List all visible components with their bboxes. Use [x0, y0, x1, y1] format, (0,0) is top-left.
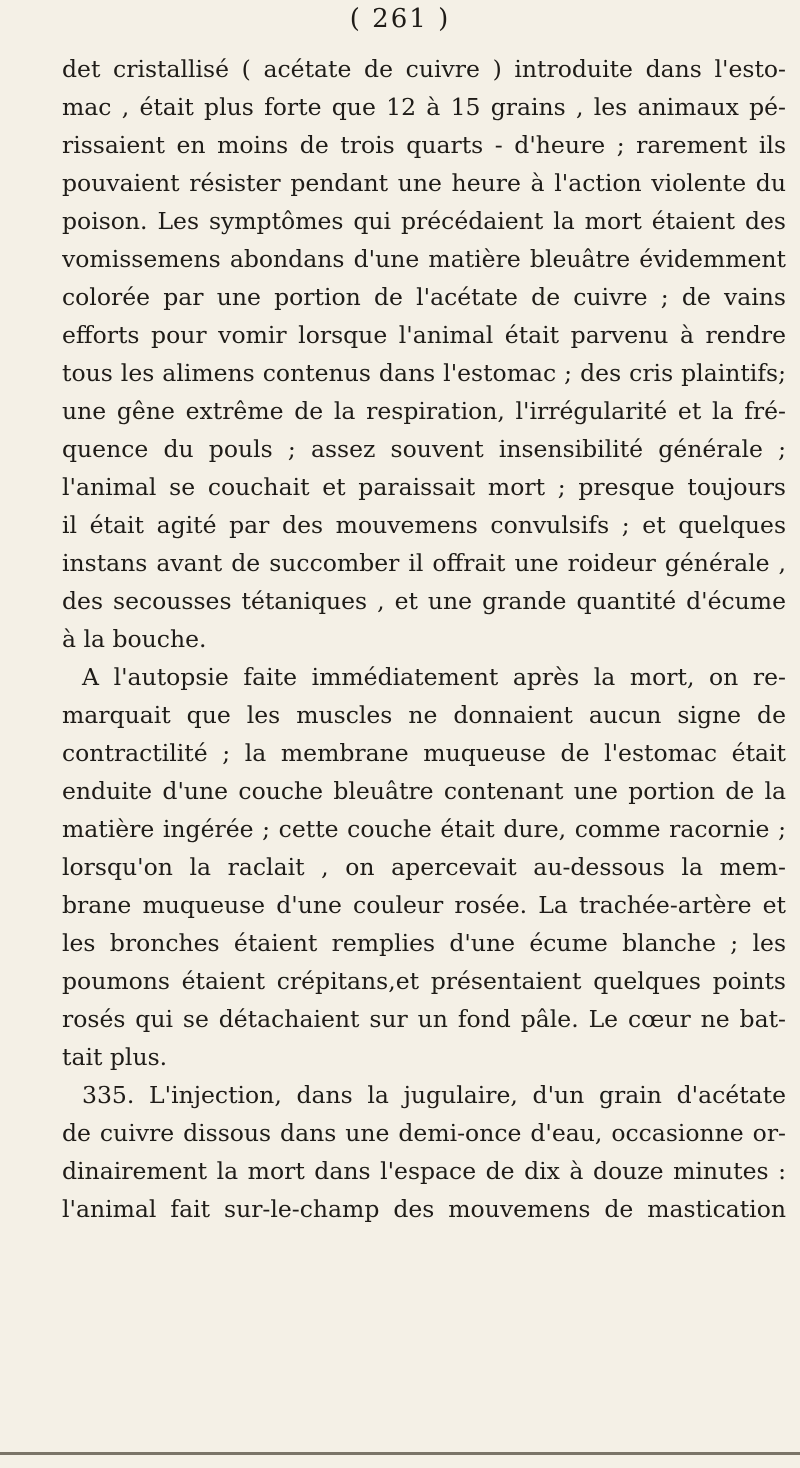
text-line: à la bouche.: [62, 625, 207, 653]
text-line: dinairement la mort dans l'espace de dix à douze minutes :: [62, 1157, 786, 1185]
text-line: colorée par une portion de l'acétate de cuivre ; de vains: [62, 283, 786, 311]
text-line: les bronches étaient remplies d'une écume blanche ; les: [62, 929, 786, 957]
text-line: l'animal se couchait et paraissait mort ; presque toujours: [62, 473, 786, 501]
text-line: marquait que les muscles ne donnaient aucun signe de: [62, 701, 786, 729]
text-line: poumons étaient crépitans,et présentaient quelques points: [62, 967, 786, 995]
text-line: A l'autopsie faite immédiatement après la mort, on re-: [82, 663, 786, 691]
text-line: il était agité par des mouvemens convulsifs ; et quelques: [62, 511, 786, 539]
text-line: rissaient en moins de trois quarts - d'heure ; rarement ils: [62, 131, 786, 159]
text-line: rosés qui se détachaient sur un fond pâle. Le cœur ne bat-: [62, 1005, 786, 1033]
text-line: poison. Les symptômes qui précédaient la mort étaient des: [62, 207, 786, 235]
text-line: matière ingérée ; cette couche était dure, comme racornie ;: [62, 815, 786, 843]
text-line: quence du pouls ; assez souvent insensibilité générale ;: [62, 435, 786, 463]
text-line: efforts pour vomir lorsque l'animal était parvenu à rendre: [62, 321, 786, 349]
text-line: contractilité ; la membrane muqueuse de l'estomac était: [62, 739, 786, 767]
paragraph: [62, 1076, 786, 1228]
text-line: tait plus.: [62, 1043, 168, 1071]
text-line: enduite d'une couche bleuâtre contenant une portion de la: [62, 777, 786, 805]
text-line: brane muqueuse d'une couleur rosée. La trachée-artère et: [62, 891, 786, 919]
paragraph: [62, 658, 786, 1076]
text-line: vomissemens abondans d'une matière bleuâtre évidemment: [62, 245, 786, 273]
text-line: une gêne extrême de la respiration, l'irrégularité et la fré-: [62, 397, 786, 425]
text-line: l'animal fait sur-le-champ des mouvemens de mastication: [62, 1195, 786, 1223]
page-number: ( 261 ): [349, 4, 451, 34]
text-line: det cristallisé ( acétate de cuivre ) introduite dans l'esto-: [62, 55, 786, 83]
text-line: tous les alimens contenus dans l'estomac ; des cris plaintifs;: [62, 359, 786, 387]
text-line: des secousses tétaniques , et une grande quantité d'écume: [62, 587, 786, 615]
paragraph: [62, 50, 786, 658]
text-line: 335. L'injection, dans la jugulaire, d'un grain d'acétate: [82, 1081, 786, 1109]
text-line: pouvaient résister pendant une heure à l'action violente du: [62, 169, 786, 197]
body-text: [62, 50, 786, 1228]
text-line: de cuivre dissous dans une demi-once d'eau, occasionne or-: [62, 1119, 786, 1147]
text-line: instans avant de succomber il offrait une roideur générale ,: [62, 549, 786, 577]
text-line: lorsqu'on la raclait , on apercevait au-dessous la mem-: [62, 853, 786, 881]
page-edge-divider: [0, 1452, 800, 1455]
text-line: mac , était plus forte que 12 à 15 grains , les animaux pé-: [62, 93, 786, 121]
